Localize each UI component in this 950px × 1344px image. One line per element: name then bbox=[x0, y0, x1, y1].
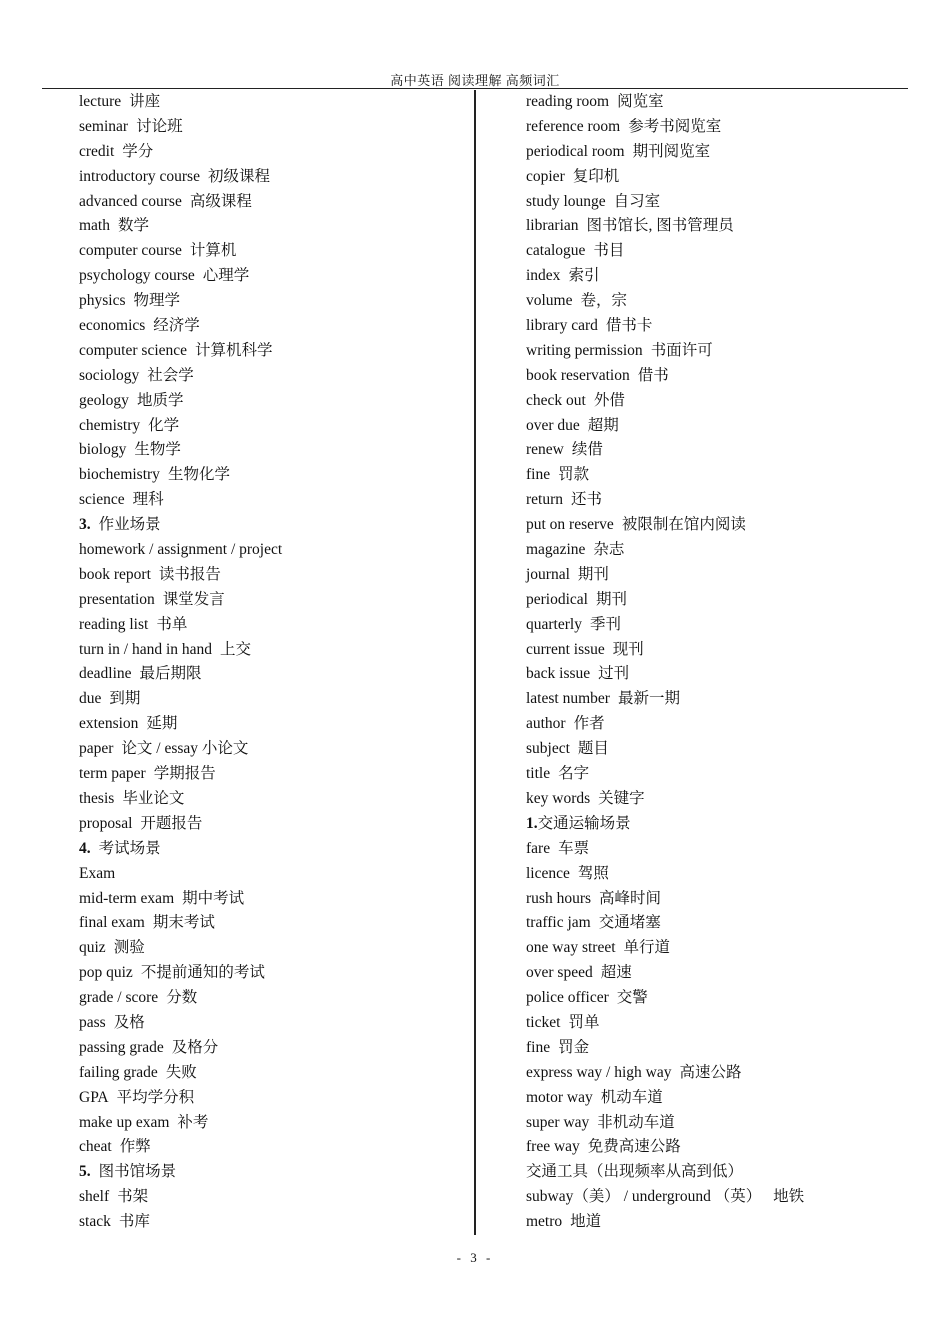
english-term: volume bbox=[526, 292, 573, 310]
chinese-meaning: 阅览室 bbox=[617, 93, 664, 110]
vocab-entry bbox=[526, 1036, 926, 1061]
english-term: thesis bbox=[79, 789, 115, 807]
vocab-entry bbox=[526, 1185, 926, 1210]
english-term: chemistry bbox=[79, 416, 141, 434]
vocab-entry bbox=[526, 190, 926, 215]
vocab-entry bbox=[79, 339, 464, 364]
english-term: math bbox=[79, 217, 110, 235]
chinese-meaning: 非机动车道 bbox=[597, 1113, 675, 1131]
english-term: reading room bbox=[526, 93, 610, 110]
chinese-meaning: 及格 bbox=[113, 1013, 145, 1031]
chinese-meaning: 现刊 bbox=[612, 640, 644, 658]
english-term: check out bbox=[526, 391, 586, 409]
english-term: lecture bbox=[79, 93, 122, 110]
vocab-entry bbox=[526, 463, 926, 488]
chinese-meaning: 书目 bbox=[593, 242, 625, 260]
chinese-meaning: 书架 bbox=[117, 1188, 149, 1206]
chinese-meaning: 复印机 bbox=[572, 167, 620, 185]
english-term: stack bbox=[79, 1213, 111, 1231]
vocab-entry bbox=[526, 1135, 926, 1160]
chinese-meaning: 初级课程 bbox=[207, 167, 270, 185]
chinese-meaning: 课堂发言 bbox=[162, 590, 225, 608]
chinese-meaning: 高速公路 bbox=[679, 1063, 742, 1081]
english-term: librarian bbox=[526, 217, 579, 235]
english-term: latest number bbox=[526, 690, 610, 708]
chinese-meaning: 外借 bbox=[593, 391, 625, 409]
chinese-meaning: 期刊 bbox=[577, 565, 609, 583]
english-term: fare bbox=[526, 839, 551, 857]
vocab-entry bbox=[526, 1061, 926, 1086]
vocab-entry bbox=[79, 687, 464, 712]
chinese-meaning: 机动车道 bbox=[600, 1088, 663, 1106]
chinese-meaning: 书单 bbox=[156, 615, 188, 633]
english-term: Exam bbox=[79, 864, 116, 882]
vocab-entry bbox=[79, 488, 464, 513]
english-term: quiz bbox=[79, 939, 106, 957]
english-term: express way / high way bbox=[526, 1063, 672, 1081]
vocab-entry bbox=[79, 239, 464, 264]
english-term: book reservation bbox=[526, 366, 630, 384]
english-term: index bbox=[526, 267, 561, 285]
chinese-meaning: 交通堵塞 bbox=[598, 914, 661, 932]
chinese-meaning: 借书卡 bbox=[605, 317, 653, 335]
vocab-entry bbox=[526, 414, 926, 439]
chinese-meaning: 书面许可 bbox=[650, 341, 713, 359]
english-term: grade / score bbox=[79, 989, 159, 1007]
vocab-entry bbox=[79, 936, 464, 961]
vocab-entry bbox=[79, 389, 464, 414]
english-term: super way bbox=[526, 1113, 590, 1131]
section-title: 考试场景 bbox=[98, 839, 161, 857]
chinese-meaning: 罚款 bbox=[558, 466, 590, 484]
english-term: ticket bbox=[526, 1013, 561, 1031]
vocab-entry bbox=[526, 687, 926, 712]
english-term: credit bbox=[79, 142, 115, 160]
english-term: biochemistry bbox=[79, 466, 160, 484]
english-term: failing grade bbox=[79, 1063, 158, 1081]
vocab-entry bbox=[526, 214, 926, 239]
english-term: one way street bbox=[526, 939, 616, 957]
chinese-meaning: 地铁 bbox=[769, 1188, 805, 1206]
section-heading bbox=[79, 837, 464, 862]
vocab-entry bbox=[79, 812, 464, 837]
english-term: presentation bbox=[79, 590, 155, 608]
chinese-meaning: 借书 bbox=[637, 366, 669, 384]
vocab-entry bbox=[526, 737, 926, 762]
chinese-meaning: 分数 bbox=[166, 989, 198, 1007]
chinese-meaning: 高级课程 bbox=[189, 192, 252, 210]
vocab-entry bbox=[526, 438, 926, 463]
chinese-meaning: 经济学 bbox=[153, 317, 200, 335]
chinese-meaning: 最新一期 bbox=[617, 690, 680, 708]
vocab-entry bbox=[526, 638, 926, 663]
english-term: pass bbox=[79, 1013, 106, 1031]
chinese-meaning: 延期 bbox=[146, 715, 178, 733]
chinese-meaning: 续借 bbox=[571, 441, 603, 459]
vocab-entry bbox=[526, 563, 926, 588]
vocab-entry bbox=[79, 887, 464, 912]
english-term: fine bbox=[526, 466, 551, 484]
english-term: current issue bbox=[526, 640, 605, 658]
section-number: 1. bbox=[526, 814, 538, 832]
english-term: magazine bbox=[526, 541, 586, 559]
vocab-entry bbox=[526, 165, 926, 190]
english-term: subject bbox=[526, 740, 570, 758]
vocab-entry bbox=[79, 613, 464, 638]
vocab-entry bbox=[526, 1011, 926, 1036]
vocab-entry bbox=[79, 1210, 464, 1235]
vocab-entry bbox=[79, 364, 464, 389]
chinese-meaning: 单行道 bbox=[623, 939, 671, 957]
vocab-entry bbox=[526, 712, 926, 737]
chinese-meaning: 作弊 bbox=[119, 1138, 151, 1156]
english-term: advanced course bbox=[79, 192, 182, 210]
vocab-entry bbox=[79, 190, 464, 215]
section-title: 图书馆场景 bbox=[98, 1163, 177, 1181]
vocab-entry bbox=[79, 638, 464, 663]
vocab-entry bbox=[526, 389, 926, 414]
english-term: geology bbox=[79, 391, 129, 409]
english-term: quarterly bbox=[526, 615, 582, 633]
chinese-meaning: 杂志 bbox=[593, 541, 625, 559]
english-term: passing grade bbox=[79, 1038, 164, 1056]
vocab-entry bbox=[526, 289, 926, 314]
chinese-meaning: 交警 bbox=[616, 989, 648, 1007]
vocab-entry bbox=[526, 837, 926, 862]
english-term: economics bbox=[79, 317, 146, 335]
vocab-entry bbox=[526, 90, 926, 115]
vocab-entry bbox=[526, 314, 926, 339]
english-term: subway（美） / underground （英） bbox=[526, 1188, 762, 1206]
chinese-meaning: 罚单 bbox=[568, 1013, 600, 1031]
english-term: key words bbox=[526, 789, 591, 807]
chinese-meaning: 季刊 bbox=[589, 615, 621, 633]
section-heading bbox=[79, 513, 464, 538]
chinese-meaning: 数学 bbox=[118, 217, 150, 235]
english-term: periodical bbox=[526, 590, 588, 608]
page-header: 高中英语 阅读理解 高频词汇 bbox=[390, 73, 560, 88]
vocab-entry bbox=[526, 986, 926, 1011]
vocab-entry bbox=[526, 364, 926, 389]
english-term: back issue bbox=[526, 665, 591, 683]
english-term: catalogue bbox=[526, 242, 586, 260]
chinese-meaning: 学期报告 bbox=[153, 765, 216, 783]
english-term: copier bbox=[526, 167, 565, 185]
chinese-meaning: 索引 bbox=[568, 267, 600, 285]
vocab-entry bbox=[526, 762, 926, 787]
vocab-entry bbox=[79, 214, 464, 239]
chinese-meaning: 地道 bbox=[570, 1213, 602, 1231]
vocab-entry bbox=[526, 887, 926, 912]
english-term: periodical room bbox=[526, 142, 625, 160]
chinese-meaning: 罚金 bbox=[558, 1038, 590, 1056]
chinese-meaning: 讲座 bbox=[129, 93, 161, 110]
english-term: book report bbox=[79, 565, 151, 583]
chinese-meaning: 上交 bbox=[220, 640, 252, 658]
chinese-meaning: 不提前通知的考试 bbox=[140, 964, 265, 982]
vocab-entry bbox=[79, 563, 464, 588]
vocab-entry bbox=[79, 1011, 464, 1036]
vocab-entry bbox=[79, 289, 464, 314]
vocab-entry bbox=[79, 538, 464, 563]
english-term: return bbox=[526, 491, 564, 509]
chinese-meaning: 期中考试 bbox=[182, 889, 245, 907]
english-term: seminar bbox=[79, 117, 129, 135]
vocab-entry bbox=[79, 165, 464, 190]
chinese-meaning: 化学 bbox=[148, 416, 180, 434]
english-term: reference room bbox=[526, 117, 621, 135]
chinese-meaning: 参考书阅览室 bbox=[628, 117, 722, 135]
english-term: make up exam bbox=[79, 1113, 170, 1131]
english-term: over due bbox=[526, 416, 580, 434]
vocab-entry bbox=[79, 1111, 464, 1136]
english-term: fine bbox=[526, 1038, 551, 1056]
english-term: library card bbox=[526, 317, 598, 335]
vocab-entry bbox=[79, 90, 464, 115]
english-term: traffic jam bbox=[526, 914, 591, 932]
right-column bbox=[526, 90, 926, 1235]
english-term: proposal bbox=[79, 814, 133, 832]
english-term: psychology course bbox=[79, 267, 195, 285]
chinese-meaning: 车票 bbox=[558, 839, 590, 857]
chinese-meaning: 物理学 bbox=[133, 292, 181, 310]
chinese-meaning: 驾照 bbox=[577, 864, 609, 882]
vocab-entry bbox=[79, 986, 464, 1011]
chinese-meaning: 图书馆长, 图书管理员 bbox=[586, 217, 734, 235]
english-term: reading list bbox=[79, 615, 149, 633]
vocab-entry bbox=[526, 1210, 926, 1235]
vocab-entry bbox=[526, 662, 926, 687]
vocab-entry bbox=[79, 264, 464, 289]
section-title: 作业场景 bbox=[98, 516, 161, 534]
chinese-meaning: 补考 bbox=[177, 1113, 209, 1131]
chinese-meaning: 自习室 bbox=[613, 192, 661, 210]
chinese-meaning: 测验 bbox=[113, 939, 145, 957]
english-term: over speed bbox=[526, 964, 593, 982]
chinese-meaning: 及格分 bbox=[171, 1038, 219, 1056]
chinese-meaning: 高峰时间 bbox=[599, 889, 662, 907]
section-heading bbox=[79, 1160, 464, 1185]
vocab-entry bbox=[79, 1061, 464, 1086]
vocab-entry bbox=[79, 438, 464, 463]
chinese-meaning: 名字 bbox=[558, 765, 590, 783]
english-term: sociology bbox=[79, 366, 140, 384]
vocab-entry bbox=[79, 1185, 464, 1210]
vocab-entry bbox=[526, 115, 926, 140]
english-term: cheat bbox=[79, 1138, 112, 1156]
chinese-meaning: 计算机科学 bbox=[195, 341, 273, 359]
section-title: 交通运输场景 bbox=[537, 814, 631, 832]
vocab-entry bbox=[79, 911, 464, 936]
vocab-entry bbox=[526, 1086, 926, 1111]
header-rule bbox=[42, 88, 908, 89]
left-column bbox=[79, 90, 464, 1235]
vocab-entry bbox=[526, 239, 926, 264]
english-term: pop quiz bbox=[79, 964, 133, 982]
english-term: put on reserve bbox=[526, 516, 614, 534]
chinese-meaning: 理科 bbox=[132, 491, 164, 509]
column-divider bbox=[474, 90, 476, 1235]
chinese-meaning: 作者 bbox=[573, 715, 605, 733]
vocab-entry bbox=[526, 264, 926, 289]
vocab-entry bbox=[526, 538, 926, 563]
vocab-entry bbox=[526, 862, 926, 887]
chinese-meaning: 生物化学 bbox=[167, 466, 230, 484]
chinese-meaning: 最后期限 bbox=[139, 665, 202, 683]
english-term: science bbox=[79, 491, 125, 509]
section-number: 4. bbox=[79, 839, 91, 857]
chinese-meaning: 卷，宗 bbox=[580, 292, 628, 310]
english-term: introductory course bbox=[79, 167, 200, 185]
english-term: computer course bbox=[79, 242, 182, 260]
chinese-meaning: 毕业论文 bbox=[122, 789, 185, 807]
vocab-entry bbox=[526, 936, 926, 961]
english-term: extension bbox=[79, 715, 139, 733]
section-number: 5. bbox=[79, 1163, 91, 1181]
chinese-meaning: 开题报告 bbox=[140, 814, 203, 832]
vocab-entry bbox=[79, 1086, 464, 1111]
chinese-meaning: 论文 / essay 小论文 bbox=[121, 740, 249, 758]
vocab-entry bbox=[79, 1135, 464, 1160]
vocab-entry bbox=[526, 588, 926, 613]
english-term: shelf bbox=[79, 1188, 110, 1206]
english-term: term paper bbox=[79, 765, 146, 783]
english-term: free way bbox=[526, 1138, 580, 1156]
english-term: title bbox=[526, 765, 551, 783]
chinese-meaning: 生物学 bbox=[134, 441, 181, 459]
english-term: journal bbox=[526, 565, 570, 583]
chinese-meaning: 平均学分积 bbox=[116, 1088, 195, 1106]
vocab-entry bbox=[526, 1160, 926, 1185]
section-number: 3. bbox=[79, 516, 91, 534]
vocab-entry bbox=[79, 1036, 464, 1061]
english-term: deadline bbox=[79, 665, 132, 683]
chinese-meaning: 心理学 bbox=[202, 267, 250, 285]
chinese-meaning: 被限制在馆内阅读 bbox=[621, 516, 746, 534]
vocab-entry bbox=[526, 787, 926, 812]
english-term: final exam bbox=[79, 914, 145, 932]
chinese-meaning: 讨论班 bbox=[136, 117, 183, 135]
vocab-entry bbox=[79, 115, 464, 140]
vocab-entry bbox=[79, 588, 464, 613]
english-term: licence bbox=[526, 864, 570, 882]
vocab-entry bbox=[79, 961, 464, 986]
chinese-meaning: 书库 bbox=[118, 1213, 150, 1231]
chinese-meaning: 期刊阅览室 bbox=[632, 142, 711, 160]
chinese-meaning: 期刊 bbox=[595, 590, 627, 608]
chinese-meaning: 交通工具（出现频率从高到低） bbox=[526, 1163, 744, 1181]
english-term: study lounge bbox=[526, 192, 606, 210]
vocab-entry bbox=[79, 314, 464, 339]
english-term: biology bbox=[79, 441, 127, 459]
english-term: physics bbox=[79, 292, 126, 310]
chinese-meaning: 地质学 bbox=[136, 391, 184, 409]
vocab-entry bbox=[79, 862, 464, 887]
vocab-entry bbox=[79, 414, 464, 439]
vocab-entry bbox=[526, 1111, 926, 1136]
chinese-meaning: 社会学 bbox=[147, 366, 194, 384]
english-term: writing permission bbox=[526, 341, 643, 359]
vocab-entry bbox=[79, 463, 464, 488]
chinese-meaning: 还书 bbox=[571, 491, 603, 509]
chinese-meaning: 关键字 bbox=[598, 789, 645, 807]
english-term: metro bbox=[526, 1213, 563, 1231]
chinese-meaning: 学分 bbox=[122, 142, 154, 160]
vocab-entry bbox=[526, 961, 926, 986]
vocab-entry bbox=[79, 712, 464, 737]
chinese-meaning: 免费高速公路 bbox=[587, 1138, 681, 1156]
english-term: mid-term exam bbox=[79, 889, 175, 907]
chinese-meaning: 过刊 bbox=[598, 665, 630, 683]
english-term: rush hours bbox=[526, 889, 592, 907]
vocab-entry bbox=[526, 488, 926, 513]
vocab-entry bbox=[526, 911, 926, 936]
chinese-meaning: 读书报告 bbox=[158, 565, 221, 583]
english-term: paper bbox=[79, 740, 114, 758]
chinese-meaning: 超期 bbox=[587, 416, 619, 434]
page-number: - 3 - bbox=[456, 1250, 494, 1265]
chinese-meaning: 失败 bbox=[165, 1063, 197, 1081]
vocab-entry bbox=[526, 140, 926, 165]
english-term: police officer bbox=[526, 989, 609, 1007]
english-term: motor way bbox=[526, 1088, 593, 1106]
chinese-meaning: 超速 bbox=[600, 964, 632, 982]
english-term: renew bbox=[526, 441, 564, 459]
vocab-entry bbox=[79, 762, 464, 787]
english-term: due bbox=[79, 690, 102, 708]
vocab-entry bbox=[79, 140, 464, 165]
chinese-meaning: 到期 bbox=[109, 690, 141, 708]
vocab-entry bbox=[79, 737, 464, 762]
english-term: computer science bbox=[79, 341, 188, 359]
vocab-entry bbox=[526, 613, 926, 638]
english-term: turn in / hand in hand bbox=[79, 640, 213, 658]
vocab-entry bbox=[526, 513, 926, 538]
vocab-entry bbox=[79, 787, 464, 812]
section-heading bbox=[526, 812, 926, 837]
chinese-meaning: 题目 bbox=[577, 740, 609, 758]
chinese-meaning: 计算机 bbox=[189, 242, 237, 260]
english-term: homework / assignment / project bbox=[79, 541, 283, 559]
english-term: GPA bbox=[79, 1088, 109, 1106]
chinese-meaning: 期末考试 bbox=[152, 914, 215, 932]
vocab-entry bbox=[526, 339, 926, 364]
english-term: author bbox=[526, 715, 566, 733]
vocab-entry bbox=[79, 662, 464, 687]
